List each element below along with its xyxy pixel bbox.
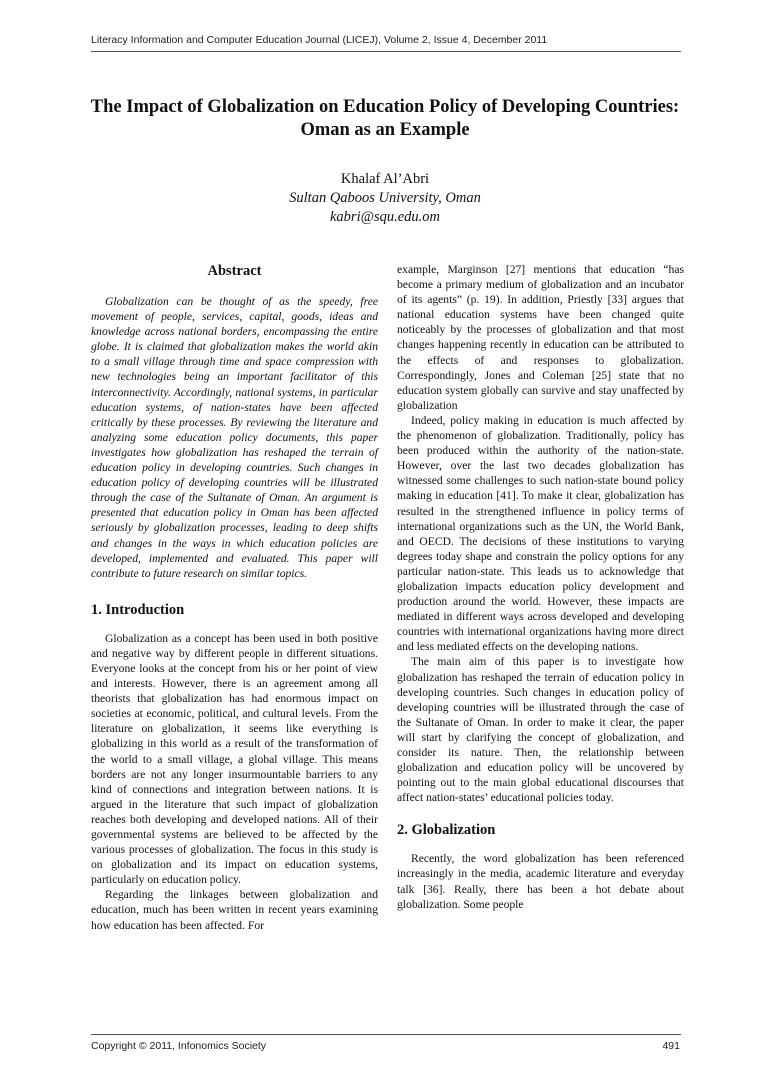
right-column xyxy=(397,262,684,912)
globalization-paragraph-1: Recently, the word globalization has been referenced increasingly in the media, academic literature and everyday talk [36]. Really, there has been a hot debate about globalization. Some people xyxy=(397,852,684,911)
page-number: 491 xyxy=(662,1040,680,1052)
introduction-paragraph-3: Indeed, policy making in education is much affected by the phenomenon of globalization. Traditionally, policy has been produced within the authority of the nation-state. However, over the last two decades globalization has witnessed some challenges to such nation-state bound policy making in education [41]. To make it clear, globalization has resulted in the strengthened influence in policy terms of international organizations such as the UN, the World Bank, and OECD. The decisions of these institutions to varying degrees today shape and constrain the policy options for any particular nation-state. This leads us to acknowledge that globalization impacts education policy development and production around the world. However, these impacts are mediated in different ways across developed and developing countries with international organizations having more direct and less mediated effects on the developing nations. xyxy=(397,413,684,654)
title-line-2: Oman as an Example xyxy=(300,120,470,140)
globalization-heading: 2. Globalization xyxy=(397,822,496,839)
introduction-heading: 1. Introduction xyxy=(91,601,185,618)
running-header: Literacy Information and Computer Education Journal (LICEJ), Volume 2, Issue 4, December 2011 xyxy=(91,34,548,46)
paper-title xyxy=(80,96,690,142)
author-name: Khalaf Al’Abri xyxy=(340,171,430,187)
author-affiliation: Sultan Qaboos University, Oman xyxy=(289,190,481,206)
author-block xyxy=(180,170,590,227)
introduction-paragraph-2: Regarding the linkages between globalization and education, much has been written in recent years examining how education has been affected. For xyxy=(91,888,378,932)
left-column xyxy=(91,262,378,933)
abstract-text: Globalization can be thought of as the speedy, free movement of people, services, capital, goods, ideas and knowledge across national borders, encompassing the entire globe. It is claimed that globalization makes the world akin to a small village through time and space compression with new technologies being an important facilitator of this interconnectivity. Accordingly, national systems, in particular education systems, of nation-states have been affected critically by these processes. By reviewing the literature and analyzing some education policy documents, this paper investigates how globalization has reshaped the terrain of education policy in developing countries. Such changes in education policy of developing countries will be illustrated through the case of the Sultanate of Oman. An argument is presented that education policy in Oman has been affected seriously by globalization processes, leading to deep shifts and changes in the ways in which education policies are developed, implemented and evaluated. This paper will contribute to future research on similar topics. xyxy=(91,295,378,580)
header-rule xyxy=(91,51,681,52)
title-line-1: The Impact of Globalization on Education Policy of Developing Countries: xyxy=(90,97,680,117)
author-email: kabri@squ.edu.om xyxy=(330,209,440,225)
introduction-paragraph-2-continued: example, Marginson [27] mentions that education “has become a primary medium of globalization and an incubator of its agents” (p. 19). In addition, Priestly [33] argues that national education systems have been changed quite noticeably by the processes of globalization and that most changes happening recently in education can be attributed to the effects of and responses to globalization. Correspondingly, Jones and Coleman [25] state that no education system globally can survive and stay unaffected by globalization xyxy=(397,263,684,412)
footer-rule xyxy=(91,1034,681,1035)
introduction-paragraph-1: Globalization as a concept has been used in both positive and negative way by different people in different situations. Everyone looks at the concept from his or her point of view and interests. However, there is an agreement among all theorists that globalization has had enormous impact on societies at economic, political, and cultural levels. From the literature on globalization, it seems like everything is globalizing in this world as a result of the transformation of the world to a small village, a global village. This means borders are not any longer insurmountable barriers to any kind of connections and integration between nations. It is argued in the literature that such impact of globalization reaches both developing and developed nations. All of their governmental systems are believed to be affected by the various processes of globalization. The focus in this study is on globalization and its impact on education systems, particularly on education policy. xyxy=(91,631,378,887)
introduction-paragraph-4: The main aim of this paper is to investigate how globalization has reshaped the terrain of education policy in developing countries. Such changes in education policy of developing countries will be illustrated through the case of the Sultanate of Oman. In order to make it clear, the paper will start by clarifying the concept of globalization, and consider its nature. Then, the relationship between globalization and education policy will be uncovered by pointing out to the main global educational discourses that affect nation-states’ educational policies today. xyxy=(397,655,684,805)
abstract-heading: Abstract xyxy=(207,263,262,279)
copyright-notice: Copyright © 2011, Infonomics Society xyxy=(91,1040,267,1052)
